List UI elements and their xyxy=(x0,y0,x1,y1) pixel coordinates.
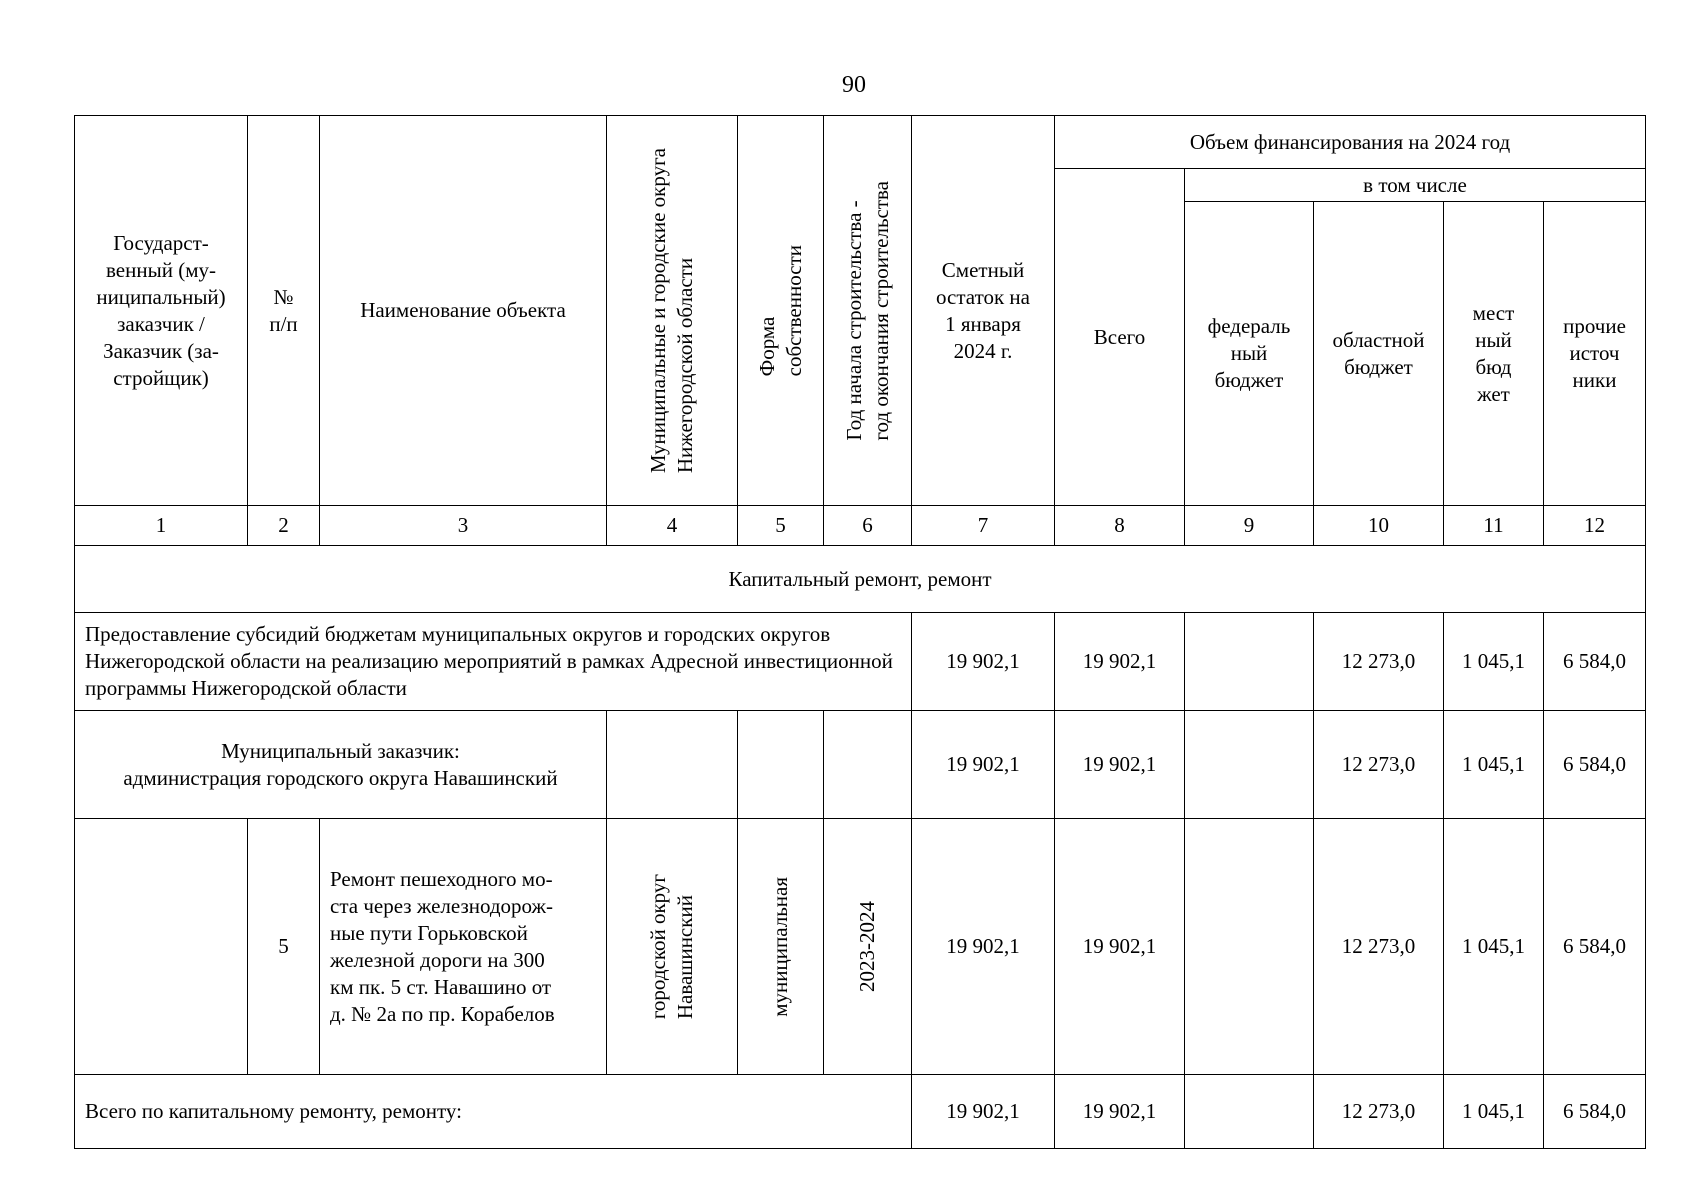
colnum: 11 xyxy=(1444,506,1544,546)
colnum: 7 xyxy=(912,506,1055,546)
header-federal: федераль ный бюджет xyxy=(1185,202,1314,506)
object-regional: 12 273,0 xyxy=(1314,819,1444,1075)
header-other: прочие источ ники xyxy=(1544,202,1646,506)
colnum: 9 xyxy=(1185,506,1314,546)
subsidy-federal xyxy=(1185,613,1314,711)
header-customer: Государст- венный (му- ниципальный) заказчик / Заказчик (за- стройщик) xyxy=(75,116,248,506)
total-row xyxy=(75,1075,1646,1149)
colnum: 5 xyxy=(738,506,824,546)
customer-estimate: 19 902,1 xyxy=(912,711,1055,819)
colnum: 12 xyxy=(1544,506,1646,546)
colnum: 8 xyxy=(1055,506,1185,546)
subsidy-local: 1 045,1 xyxy=(1444,613,1544,711)
customer-district xyxy=(607,711,738,819)
customer-regional: 12 273,0 xyxy=(1314,711,1444,819)
total-total: 19 902,1 xyxy=(1055,1075,1185,1149)
header-local: мест ный бюд жет xyxy=(1444,202,1544,506)
header-financing: Объем финансирования на 2024 год xyxy=(1055,116,1646,169)
subsidy-other: 6 584,0 xyxy=(1544,613,1646,711)
page-number: 90 xyxy=(842,72,866,98)
subsidy-total: 19 902,1 xyxy=(1055,613,1185,711)
customer-federal xyxy=(1185,711,1314,819)
column-numbers-row xyxy=(75,506,1646,546)
header-total: Всего xyxy=(1055,169,1185,506)
subsidy-estimate: 19 902,1 xyxy=(912,613,1055,711)
header-regional: областной бюджет xyxy=(1314,202,1444,506)
object-customer xyxy=(75,819,248,1075)
object-district: городской округ Навашинский xyxy=(607,819,738,1075)
section-title-row xyxy=(75,546,1646,613)
header-years: Год начала строительства - год окончания строительства xyxy=(824,116,912,506)
colnum: 3 xyxy=(320,506,607,546)
object-row xyxy=(75,819,1646,1075)
object-years: 2023-2024 xyxy=(824,819,912,1075)
header-row-1 xyxy=(75,116,1646,169)
colnum: 10 xyxy=(1314,506,1444,546)
object-ownership: муниципальная xyxy=(738,819,824,1075)
header-no: № п/п xyxy=(248,116,320,506)
object-federal xyxy=(1185,819,1314,1075)
header-including: в том числе xyxy=(1185,169,1646,202)
header-ownership: Форма собственности xyxy=(738,116,824,506)
object-no: 5 xyxy=(248,819,320,1075)
object-total: 19 902,1 xyxy=(1055,819,1185,1075)
subsidy-regional: 12 273,0 xyxy=(1314,613,1444,711)
customer-ownership xyxy=(738,711,824,819)
financing-table xyxy=(74,115,1646,1149)
object-local: 1 045,1 xyxy=(1444,819,1544,1075)
customer-total: 19 902,1 xyxy=(1055,711,1185,819)
customer-row xyxy=(75,711,1646,819)
customer-text: Муниципальный заказчик: администрация городского округа Навашинский xyxy=(75,711,607,819)
customer-years xyxy=(824,711,912,819)
customer-local: 1 045,1 xyxy=(1444,711,1544,819)
object-estimate: 19 902,1 xyxy=(912,819,1055,1075)
colnum: 1 xyxy=(75,506,248,546)
header-districts: Муниципальные и городские округа Нижегородской области xyxy=(607,116,738,506)
colnum: 4 xyxy=(607,506,738,546)
header-estimate: Сметный остаток на 1 января 2024 г. xyxy=(912,116,1055,506)
object-name: Ремонт пешеходного мо- ста через железнодорож- ные пути Горьковской железной дороги на 300 км пк. 5 ст. Навашино от д. № 2а по пр. Корабелов xyxy=(320,819,607,1075)
total-estimate: 19 902,1 xyxy=(912,1075,1055,1149)
subsidy-text: Предоставление субсидий бюджетам муниципальных округов и городских округов Нижегородской области на реализацию мероприятий в рамках Адресной инвестиционной программы Нижегородской области xyxy=(75,613,912,711)
customer-other: 6 584,0 xyxy=(1544,711,1646,819)
total-text: Всего по капитальному ремонту, ремонту: xyxy=(75,1075,912,1149)
colnum: 2 xyxy=(248,506,320,546)
total-regional: 12 273,0 xyxy=(1314,1075,1444,1149)
total-local: 1 045,1 xyxy=(1444,1075,1544,1149)
subsidy-row xyxy=(75,613,1646,711)
section-title: Капитальный ремонт, ремонт xyxy=(75,546,1646,613)
object-other: 6 584,0 xyxy=(1544,819,1646,1075)
header-object-name: Наименование объекта xyxy=(320,116,607,506)
colnum: 6 xyxy=(824,506,912,546)
total-federal xyxy=(1185,1075,1314,1149)
total-other: 6 584,0 xyxy=(1544,1075,1646,1149)
